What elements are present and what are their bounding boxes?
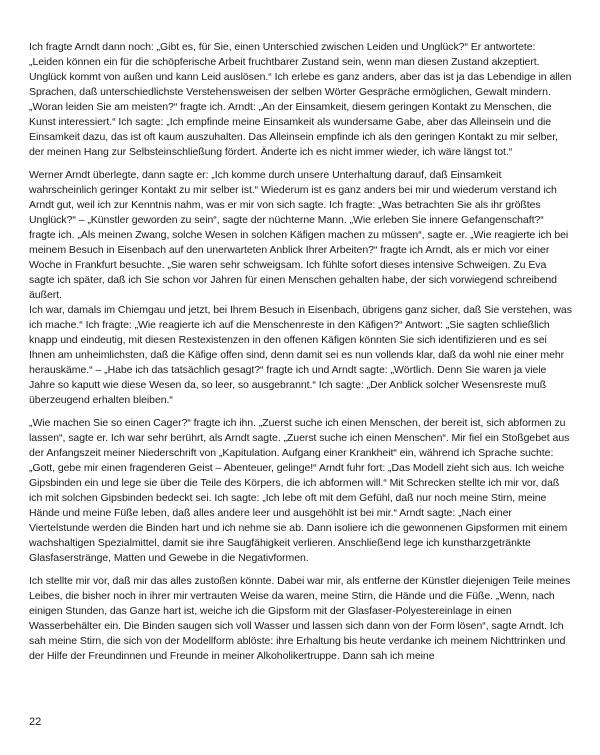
paragraph-2: Werner Arndt überlegte, dann sagte er: „Ich komme durch unsere Unterhaltung darauf, daß Einsamkeit wahrscheinlich geringer Kontakt zu mir selber ist.“ Wiederum ist es ganz anders bei mir und wiederum verstand ich Arndt gut, weil ich zur Kenntnis nahm, was er mir von sich sagte. Ich fragte: „Was betrachten Sie als ihr größtes Unglück?“ – „Künstler geworden zu sein“, sagte der nüchterne Mann. „Wie erleben Sie innere Gefangenschaft?“ fragte ich. „Als meinen Zwang, solche Wesen in solchen Käfigen machen zu müssen“, sagte er. „Wie reagierte ich bei meinem Besuch in Eisenbach auf den unerwarteten Anblick Ihrer Arbeiten?“ fragte ich Arndt, als er mich vor einer Woche in Frankfurt besuchte. „Sie waren sehr schweigsam. Ich fühlte sofort dieses intensive Schweigen. Zu Eva sagte ich später, daß ich Sie schon vor Jahren für einen Menschen gehalten habe, der sich vorwiegend schreibend äußert. Ich war, damals im Chiemgau und jetzt, bei Ihrem Besuch in Eisenbach, übrigens ganz sicher, daß Sie verstehen, was ich mache.“ Ich fragte: „Wie reagierte ich auf die Menschenreste in den Käfigen?“ Antwort: „Sie sagten schließlich knapp und eindeutig, mit diesen Restexistenzen in den offenen Käfigen könnten Sie sich identifizieren und es sei Ihnen am unheimlichsten, daß die Käfige offen sind, denn damit sei es nun vollends klar, daß da wohl nie einer mehr herauskäme.“ – „Habe ich das tatsächlich gesagt?“ fragte ich und Arndt sagte: „Wörtlich. Denn Sie waren ja viele Jahre so kaputt wie diese Wesen da, so leer, so ausgebrannt.“ Ich sagte: „Der Anblick solcher Wesensreste muß überzeugend erhalten bleiben.“ [29, 169, 572, 406]
paragraph-3: „Wie machen Sie so einen Cager?“ fragte ich ihn. „Zuerst suche ich einen Menschen, der bereit ist, sich abformen zu lassen“, sagte er. Ich war sehr berührt, als Arndt sagte. „Zuerst suche ich einen Menschen“. Mir fiel ein Stoßgebet aus der Anfangszeit meiner Niederschrift von „Kapitulation. Aufgang einer Krankheit“ ein, während ich Sprache suchte: „Gott, gebe mir einen fragenderen Geist – Abenteuer, gelinge!“ Arndt fuhr fort: „Das Modell zieht sich aus. Ich weiche Gipsbinden ein und lege sie über die Teile des Körpers, die ich abformen will.“ Mit Schrecken stellte ich mir vor, daß ich mit solchen Gipsbinden bedeckt sei. Ich sagte: „Ich lebe oft mit dem Gefühl, daß nur noch meine Stirn, meine Hände und meine Füße leben, daß alles andere leer und ausgehöhlt ist bei mir.“ Arndt sagte: „Nach einer Viertelstunde werden die Binden hart und ich nehme sie ab. Dann isoliere ich die gewonnenen Gipsformen mit einem wachshaltigen Spezialmittel, damit sie ihre Saugfähigkeit verlieren. Anschließend lege ich kunstharzgetränkte Glasfaserstränge, Matten und Gewebe in die Negativformen. [29, 417, 570, 564]
paragraph-4: Ich stellte mir vor, daß mir das alles zustoßen könnte. Dabei war mir, als entferne der Künstler diejenigen Teile meines Leibes, die bisher noch in ihrer mir vertrauten Weise da waren, meine Stirn, die Hände und die Füße. „Wenn, nach einigen Stunden, das Ganze hart ist, weiche ich die Gipsform mit der Glasfaser-Polyestereinlage in einen Wasserbehälter ein. Die Binden saugen sich voll Wasser und lassen sich dann von der Form lösen“, sagte Arndt. Ich sah meine Stirn, die sich von der Modellform ablöste: ihre Erhaltung bis heute verdanke ich meinem Nichttrinken und der Hilfe der Freundinnen und Freunde in meiner Alkoholikertruppe. Dann sah ich meine [29, 575, 571, 662]
page-number: 22 [29, 716, 42, 728]
paragraph-1: Ich fragte Arndt dann noch: „Gibt es, für Sie, einen Unterschied zwischen Leiden und Unglück?“ Er antwortete: „Leiden können ein für die schöpferische Arbeit fruchtbarer Zustand sein, wenn man diesen Zustand akzeptiert. Unglück kommt von außen und kann Leid auslösen.“ Ich erlebe es ganz anders, aber das ist ja das Lebendige in allen Sprachen, daß unterschiedlichste Verstehensweisen der selben Wörter Gespräche ermöglichen, Gewalt mindern. „Woran leiden Sie am meisten?“ fragte ich. Arndt: „An der Einsamkeit, diesem geringen Kontakt zu Menschen, die Kunst interessiert.“ Ich sagte: „Ich empfinde meine Einsamkeit als wundersame Gabe, aber das Alleinsein und die Einsamkeit dazu, das ist oft kaum auszuhalten. Das Alleinsein empfinde ich als den geringen Kontakt zu mir selber, der meinen Hang zur Selbsteinschließung fördert. Änderte ich es nicht immer wieder, ich wäre längst tot.“ [29, 41, 572, 158]
